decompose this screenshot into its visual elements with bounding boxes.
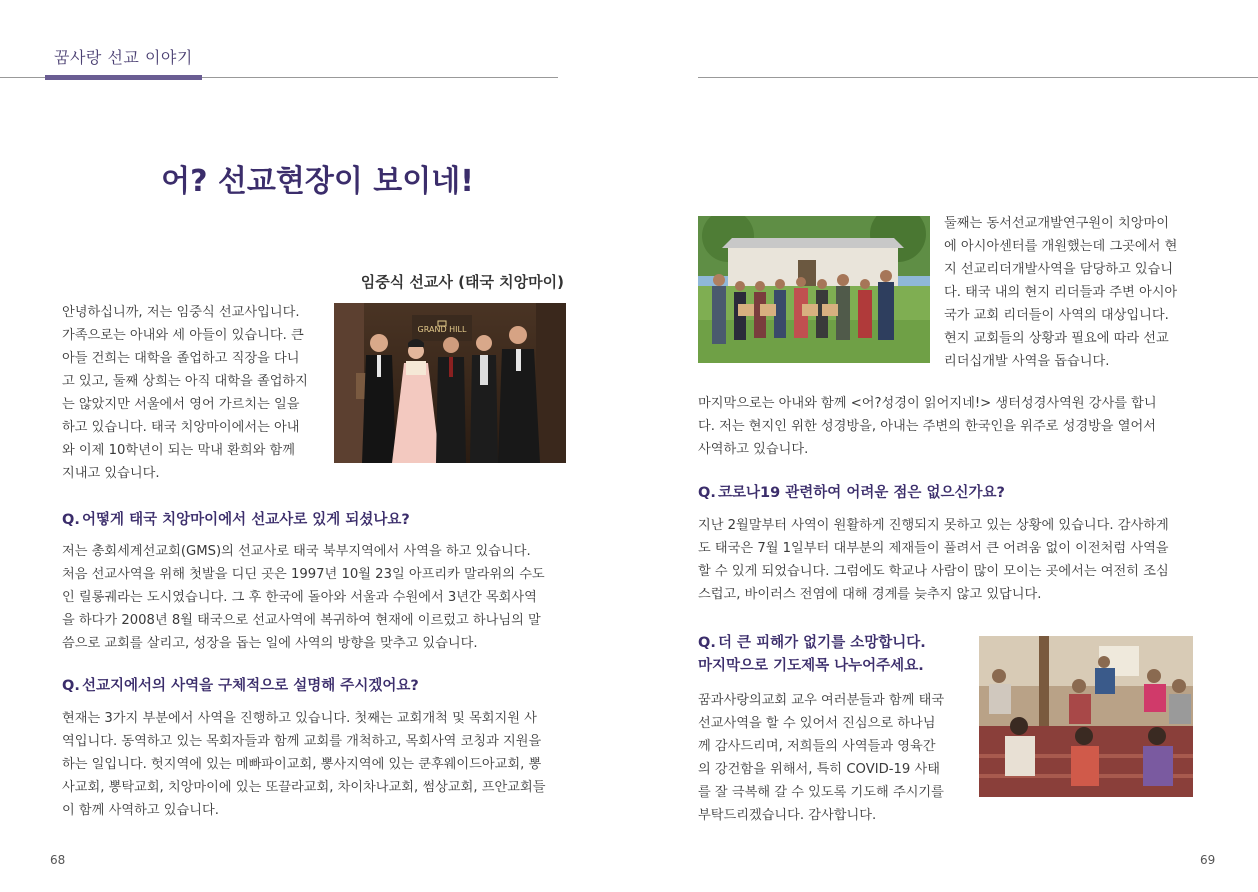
family-photo-illustration — [334, 303, 566, 463]
intro-line: 와 이제 10학년이 되는 막내 환희와 함께 — [62, 443, 296, 458]
answer-line: 을 하다가 2008년 8월 태국으로 선교사역에 복귀하여 현재에 이르렀고 하나님의 말 — [62, 613, 541, 628]
answer-line: 께 감사드리며, 저희들의 사역들과 영육간 — [698, 739, 936, 754]
answer-line: 이 함께 사역하고 있습니다. — [62, 803, 219, 818]
question-heading — [698, 632, 968, 655]
intro-line: 아들 건희는 대학을 졸업하고 직장을 다니 — [62, 351, 300, 366]
q-bullet-icon: Q. — [698, 635, 716, 651]
answer-line: 처음 선교사역을 위해 첫발을 디딘 곳은 1997년 10월 23일 아프리카 말라위의 수도 — [62, 567, 545, 582]
answer-line: 의 강건함을 위해서, 특히 COVID-19 사태 — [698, 762, 940, 777]
answer-line: 역입니다. 동역하고 있는 목회자들과 함께 교회를 개척하고, 목회사역 코칭과 지원을 — [62, 734, 542, 749]
question-text: 더 큰 피해가 없기를 소망합니다. — [718, 635, 926, 651]
question-1 — [62, 509, 572, 532]
answer-line: 를 잘 극복해 갈 수 있도록 기도해 주시기를 — [698, 785, 944, 800]
answer-line: 도 태국은 7월 1일부터 대부분의 제재들이 풀려서 큰 어려움 없이 이전처럼 사역을 — [698, 541, 1169, 556]
q-bullet-icon: Q. — [698, 485, 716, 501]
q-bullet-icon: Q. — [62, 512, 80, 528]
answer-4 — [698, 689, 968, 827]
header-accent-bar — [45, 75, 202, 80]
section-title: 꿈사랑 선교 이야기 — [54, 48, 193, 67]
answer-line: 스럽고, 바이러스 전염에 대해 경계를 늦추지 않고 있답니다. — [698, 587, 1042, 602]
paragraph-line: 국가 교회 리더들이 사역의 대상입니다. — [944, 308, 1169, 323]
group-photo-illustration — [698, 216, 930, 363]
intro-line: 지내고 있습니다. — [62, 466, 160, 481]
paragraph-line: 둘째는 동서선교개발연구원이 치앙마이 — [944, 216, 1169, 231]
answer-line: 현재는 3가지 부분에서 사역을 진행하고 있습니다. 첫째는 교회개척 및 목회지원 사 — [62, 711, 537, 726]
answer-line: 사교회, 뽕탁교회, 치앙마이에 있는 또끌라교회, 차이차나교회, 썸상교회, 프안교회들 — [62, 780, 546, 795]
answer-3 — [698, 514, 1198, 606]
intro-line: 가족으로는 아내와 세 아들이 있습니다. 큰 — [62, 328, 304, 343]
paragraph-line: 다. 저는 현지인 위한 성경방을, 아내는 주변의 한국인을 위주로 성경방을 열어서 — [698, 419, 1156, 434]
question-text: 코로나19 관련하여 어려운 점은 없으신가요? — [718, 485, 1005, 501]
intro-paragraph — [62, 301, 327, 485]
meeting-photo — [979, 636, 1193, 797]
page-number-left: 68 — [50, 853, 66, 867]
q-bullet-icon: Q. — [62, 678, 80, 694]
right-paragraph-1 — [944, 212, 1194, 373]
intro-line: 안녕하십니까, 저는 임중식 선교사입니다. — [62, 305, 300, 320]
answer-line: 할 수 있게 되었습니다. 그럼에도 학교나 사람이 많이 모이는 곳에서는 여전히 조심 — [698, 564, 1169, 579]
paragraph-line: 현지 교회들의 상황과 필요에 따라 선교 — [944, 331, 1169, 346]
question-heading — [62, 509, 572, 532]
answer-line: 선교사역을 할 수 있어서 진심으로 하나님 — [698, 716, 936, 731]
page-number-right: 69 — [1200, 853, 1216, 867]
article-author: 임중식 선교사 (태국 치앙마이) — [360, 273, 564, 291]
article-title: 어? 선교현장이 보이네! — [161, 164, 474, 199]
intro-line: 는 않았지만 서울에서 영어 가르치는 일을 — [62, 397, 300, 412]
answer-2 — [62, 707, 572, 822]
meeting-photo-illustration — [979, 636, 1193, 797]
answer-line: 저는 총회세계선교회(GMS)의 선교사로 태국 북부지역에서 사역을 하고 있습니다. — [62, 544, 531, 559]
group-photo — [698, 216, 930, 363]
question-heading — [62, 675, 572, 698]
question-text: 어떻게 태국 치앙마이에서 선교사로 있게 되셨나요? — [82, 512, 410, 528]
paragraph-line: 사역하고 있습니다. — [698, 442, 809, 457]
header-rule-right — [698, 77, 1258, 78]
paragraph-line: 마지막으로는 아내와 함께 <어?성경이 읽어지네!> 생터성경사역원 강사를 합니 — [698, 396, 1157, 411]
answer-line: 부탁드리겠습니다. 감사합니다. — [698, 808, 877, 823]
question-4 — [698, 632, 968, 678]
family-photo — [334, 303, 566, 463]
question-3 — [698, 482, 1198, 505]
intro-line: 하고 있습니다. 태국 치앙마이에서는 아내 — [62, 420, 300, 435]
answer-line: 씀으로 교회를 살리고, 성장을 돕는 일에 사역의 방향을 맞추고 있습니다. — [62, 636, 478, 651]
question-text: 선교지에서의 사역을 구체적으로 설명해 주시겠어요? — [82, 678, 419, 694]
answer-1 — [62, 540, 572, 655]
intro-line: 고 있고, 둘째 상희는 아직 대학을 졸업하지 — [62, 374, 308, 389]
answer-line: 인 릴롱궤라는 도시였습니다. 그 후 한국에 돌아와 서울과 수원에서 3년간 목회사역 — [62, 590, 537, 605]
answer-line: 하는 일입니다. 헛지역에 있는 메빠파이교회, 뽕사지역에 있는 쿤후웨이드아교회, 뽕 — [62, 757, 542, 772]
question-heading-line-2: 마지막으로 기도제목 나누어주세요. — [698, 658, 924, 674]
answer-line: 지난 2월말부터 사역이 원활하게 진행되지 못하고 있는 상황에 있습니다. 감사하게 — [698, 518, 1169, 533]
paragraph-line: 에 아시아센터를 개원했는데 그곳에서 현 — [944, 239, 1178, 254]
answer-line: 꿈과사랑의교회 교우 여러분들과 함께 태국 — [698, 693, 945, 708]
paragraph-line: 지 선교리더개발사역을 담당하고 있습니 — [944, 262, 1174, 277]
right-paragraph-2 — [698, 392, 1198, 461]
photo-sign-text: GRAND HILL — [417, 325, 467, 334]
question-2 — [62, 675, 572, 698]
paragraph-line: 리더십개발 사역을 돕습니다. — [944, 354, 1110, 369]
paragraph-line: 다. 태국 내의 현지 리더들과 주변 아시아 — [944, 285, 1178, 300]
question-heading — [698, 482, 1198, 505]
